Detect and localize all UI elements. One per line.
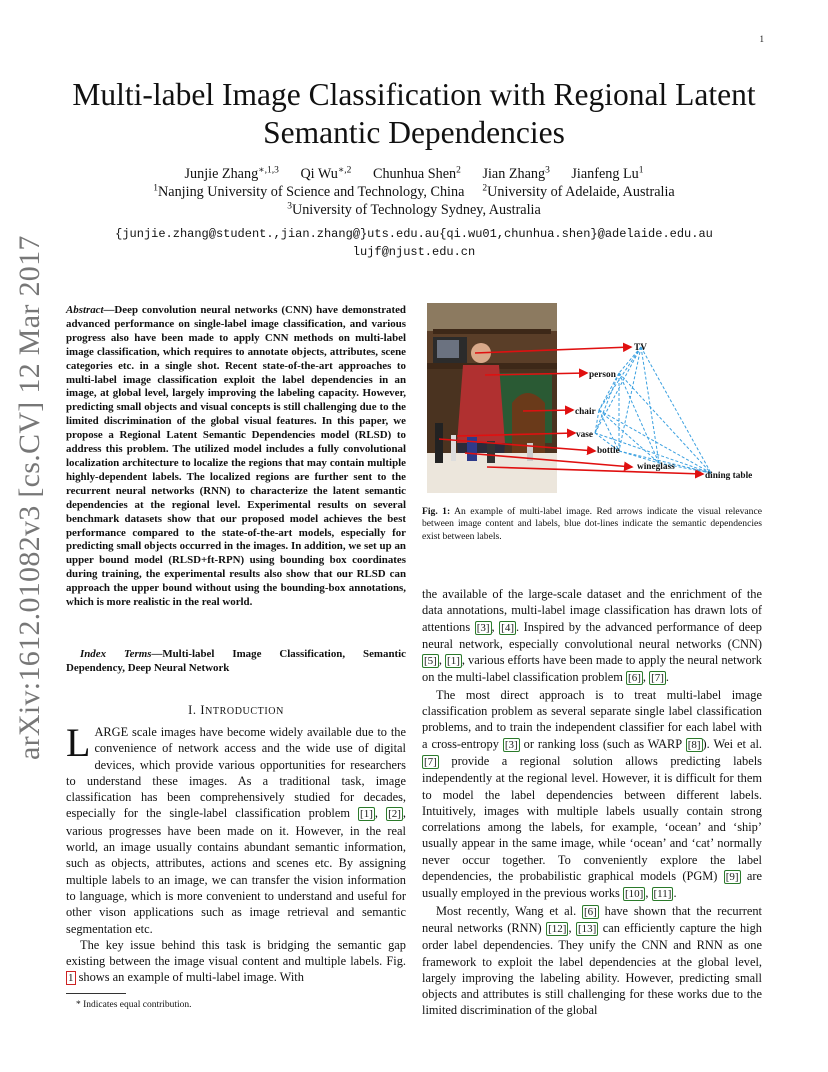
figure-label: bottle bbox=[597, 446, 620, 456]
text: ARGE scale images have become widely available due to the convenience of network access and the wide use of digital devices, which provide various opportunities for researchers to understand these images. As a traditional task, image classification has been comprehensively studied for decades, especially for the single-label classification problem bbox=[66, 725, 406, 821]
affiliation-line bbox=[60, 183, 768, 201]
affiliation: University of Adelaide, Australia bbox=[487, 184, 675, 200]
figure-label: vase bbox=[576, 430, 594, 440]
text: , bbox=[374, 806, 387, 821]
text: Most recently, Wang et al. bbox=[436, 903, 583, 918]
text: ). Wei et al. bbox=[702, 736, 762, 751]
text: provide a regional solution allows predicting labels independently at the regional level. However, it is difficult for them to model the label dependencies between different labels. Intuitively, images with multiple labels usually contain strong correlations among the labels, for example, ‘ocean’ and ‘ship’ usually appear in the same image, while ‘ocean’ and ‘cat’ normally never occur together. To conveniently explore the label dependencies, the probabilistic graphical models (PGM) bbox=[422, 753, 762, 884]
citation-link[interactable]: [6] bbox=[584, 905, 597, 918]
author-affil-sup: 1 bbox=[638, 165, 644, 176]
caption-label: Fig. 1: bbox=[422, 506, 451, 517]
section-title-rest: NTRODUCTION bbox=[205, 706, 284, 717]
caption-text: An example of multi-label image. Red arrows indicate the visual relevance between image content and labels, blue dot-lines indicate the semantic dependencies exist between labels. bbox=[422, 506, 762, 542]
citation-link[interactable]: [10] bbox=[624, 888, 644, 901]
figure-caption bbox=[422, 506, 762, 543]
affiliation: Nanjing University of Science and Technology, China bbox=[158, 184, 465, 200]
citation-link[interactable]: [7] bbox=[651, 672, 664, 685]
figure-1 bbox=[427, 303, 767, 498]
photo bbox=[427, 303, 557, 493]
author-name: Junjie Zhang bbox=[184, 166, 259, 182]
citation-link[interactable]: [7] bbox=[424, 755, 437, 768]
figure-label: TV bbox=[634, 343, 647, 353]
affil-sup: 3 bbox=[287, 201, 292, 212]
index-terms-text: —Multi-label Image Classification, Semantic Dependency, Deep Neural Network bbox=[66, 648, 406, 674]
text: are usually employed in the previous works bbox=[422, 869, 762, 901]
author-affil-sup: ∗,1,3 bbox=[258, 165, 279, 176]
citation-link[interactable]: [8] bbox=[687, 738, 701, 751]
index-terms bbox=[66, 648, 406, 676]
email[interactable]: lujf@njust.edu.cn bbox=[352, 245, 476, 259]
text: , various progresses have been made on it. However, in the real world, an image usually contains abundant semantic information, such as objects, attributes, actions and scenes etc. By assigning multiple labels to an image, we can transfer the vision information to language, which is more convenient to understand and useful for other vison applications such as image retrieval and semantic segmentation etc. bbox=[66, 806, 406, 936]
author-affil-sup: 3 bbox=[545, 165, 550, 176]
paragraph: the available of the large-scale dataset and the enrichment of the data annotations, multi-label image classification has drawn lots of attentions [3] , [4] . Inspired by the advanced performance of deep neural network, especially convolutional neural networks (CNN) [5] , [1] , various efforts have been made to apply the neural network on the multi-label classification problem [6] , [7] . bbox=[422, 587, 762, 685]
figure-label: person bbox=[589, 370, 616, 380]
author-affil-sup: 2 bbox=[456, 165, 461, 176]
author-block bbox=[60, 165, 768, 219]
affiliation: University of Technology Sydney, Australia bbox=[291, 202, 541, 218]
footnote-rule bbox=[66, 993, 126, 994]
paragraph: Most recently, Wang et al. [6] have shown that the recurrent neural networks (RNN) [12] , [13] can efficiently capture the high order label dependencies. They unify the CNN and RNN as one framework to exploit the label dependencies at the global level, largely improving the labeling ability. However, predicting small objects and attributes is still challenging for these works due to the limited discrimination of the global bbox=[422, 903, 762, 1018]
text: . Inspired by the advanced performance of deep neural network, especially convolutional neural networks (CNN) bbox=[422, 619, 762, 651]
paragraph bbox=[66, 720, 406, 937]
author-name: Chunhua Shen bbox=[372, 166, 457, 182]
text: The key issue behind this task is bridging the semantic gap existing between the image visual content and multiple labels. Fig. bbox=[66, 937, 406, 969]
section-title-first: I bbox=[200, 703, 206, 717]
citation-link[interactable]: [3] bbox=[476, 621, 490, 634]
drop-cap: L bbox=[66, 720, 91, 765]
figure-label: wineglass bbox=[637, 462, 675, 472]
citation-link[interactable]: [13] bbox=[577, 922, 597, 935]
citation-link[interactable]: [6] bbox=[628, 672, 641, 685]
citation-link[interactable]: [12] bbox=[548, 922, 567, 935]
intro-text bbox=[66, 720, 406, 987]
section-numeral: I. bbox=[188, 703, 197, 717]
right-column-text bbox=[422, 586, 762, 1019]
paper-title: Multi-label Image Classification with Regional Latent Semantic Dependencies bbox=[72, 77, 756, 150]
citation-link[interactable]: [5] bbox=[424, 655, 437, 668]
text: the available of the large-scale dataset and the enrichment of the data annotations, multi-label image classification has drawn lots of attentions bbox=[422, 587, 762, 634]
page-number: 1 bbox=[759, 34, 764, 44]
arxiv-identifier: arXiv:1612.01082v3 [cs.CV] 12 Mar 2017 bbox=[13, 235, 46, 760]
paragraph bbox=[66, 937, 406, 987]
figure-link[interactable]: 1 bbox=[68, 972, 74, 985]
abstract-text: —Deep convolution neural networks (CNN) have demonstrated advanced performance on single-label image classification, and various progress also have been made to apply CNN methods on multi-label image classification, which requires to annotate objects, attributes, scene categories etc. in a single shot. Recent state-of-the-art approaches to multi-label image classification exploit the label dependencies in an image, at global level, largely improving the labeling capacity. However, predicting small objects and visual concepts is still challenging due to the limited discrimination of the global visual features. In this paper, we propose a Regional Latent Semantic Dependencies model (RLSD) to address this problem. The utilized model includes a fully convolutional localization architecture to localize the regions that may contain multiple highly-dependent labels. The localized regions are further sent to the recurrent neural networks (RNN) to characterize the latent semantic dependencies at the regional level. Experimental results on several benchmark datasets show that our proposed model achieves the best performance compared to the state-of-the-art models, especially for predicting small objects occurred in the images. In addition, we set up an upper bound model (RLSD+ft-RPN) using bounding box coordinates during training, the experimental results also show that our RLSD can approach the upper bound without using the bounding-box annotations, which is more realistic in the real world. bbox=[66, 304, 406, 609]
footnote: * Indicates equal contribution. bbox=[76, 1000, 192, 1010]
text: can efficiently capture the high order label dependencies. They unify the CNN and RNN as one framework to exploit the label dependencies at the global level, largely improving the labeling ability. However, predicting small objects and attributes is still challenging for these works due to the limited discrimination of the global bbox=[422, 920, 762, 1018]
author-name: Jian Zhang bbox=[482, 166, 546, 182]
text: or ranking loss (such as WARP bbox=[519, 736, 686, 751]
affil-sup: 2 bbox=[482, 183, 488, 194]
email-block bbox=[60, 225, 768, 261]
author-name: Qi Wu bbox=[300, 166, 338, 182]
citation-link[interactable]: [1] bbox=[447, 655, 460, 668]
index-terms-label: Index Terms bbox=[80, 648, 152, 660]
figure-label: dining table bbox=[705, 471, 753, 481]
citation-link[interactable]: [3] bbox=[504, 738, 518, 751]
author-affil-sup: ∗,2 bbox=[337, 165, 352, 176]
figure-label: chair bbox=[575, 407, 596, 417]
citation-link[interactable]: [2] bbox=[388, 808, 401, 821]
affil-sup: 1 bbox=[153, 183, 159, 194]
citation-link[interactable]: [11] bbox=[653, 888, 672, 901]
paragraph: The most direct approach is to treat multi-label image classification problem as several separate single label classification problems, and to train the independent classifier for each label with a cross-entropy [3] or ranking loss (such as WARP [8] ). Wei et al. [7] provide a regional solution allows predicting labels independently at the regional level. However, it is difficult for them to model the label dependencies between different labels. Intuitively, images with multiple labels usually contain strong correlations among the labels, for example, ‘ocean’ and ‘ship’ usually appear in the same image, while ‘ocean’ and ‘cat’ normally never occur together. To conveniently explore the label dependencies, the probabilistic graphical models (PGM) [9] are usually employed in the previous works [10] , [11] . bbox=[422, 687, 762, 901]
text: shows an example of multi-label image. With bbox=[75, 970, 304, 985]
text: , various efforts have been made to apply the neural network on the multi-label classification problem bbox=[422, 653, 762, 685]
figure-illustration bbox=[427, 303, 767, 498]
abstract bbox=[66, 304, 406, 610]
author-list bbox=[60, 165, 768, 183]
email[interactable]: {junjie.zhang@student.,jian.zhang@}uts.edu.au bbox=[115, 227, 440, 241]
citation-link[interactable]: [9] bbox=[725, 871, 739, 884]
text: have shown that the recurrent neural networks (RNN) bbox=[422, 903, 762, 935]
section-heading bbox=[66, 703, 406, 718]
citation-link[interactable]: [4] bbox=[501, 621, 514, 634]
citation-link[interactable]: [1] bbox=[360, 808, 373, 821]
email[interactable]: {qi.wu01,chunhua.shen}@adelaide.edu.au bbox=[439, 227, 713, 241]
affiliation-line bbox=[60, 201, 768, 219]
text: The most direct approach is to treat multi-label image classification problem as several separate single label classification problems, and to train the independent classifier for each label with a cross-entropy bbox=[422, 687, 762, 751]
abstract-label: Abstract bbox=[66, 304, 104, 316]
author-name: Jianfeng Lu bbox=[571, 166, 639, 182]
